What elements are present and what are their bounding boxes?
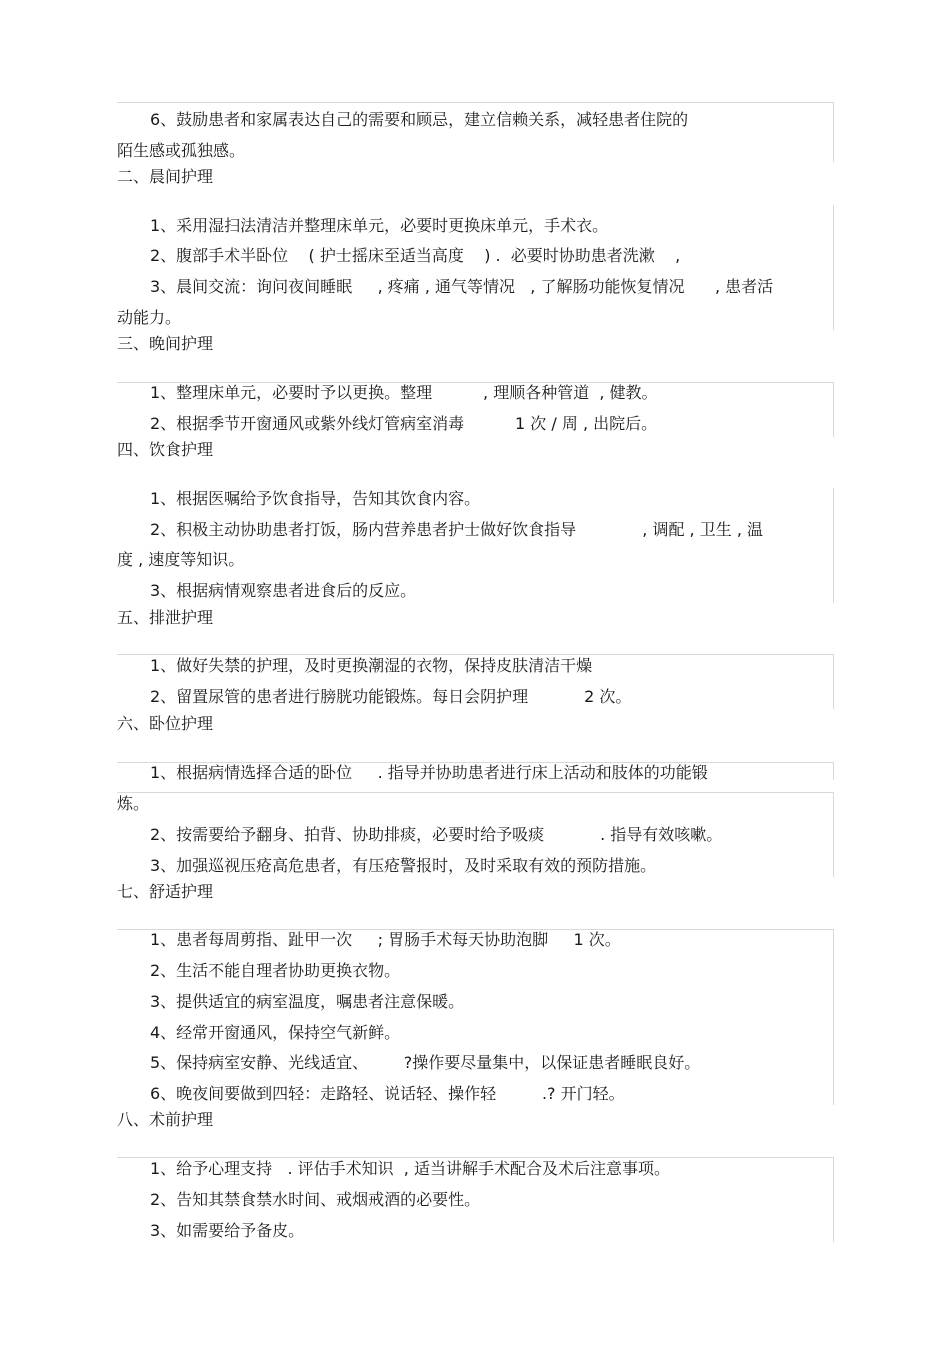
list-item: 6、鼓励患者和家属表达自己的需要和顾忌，建立信赖关系，减轻患者住院的 [150, 110, 689, 129]
border-line [833, 654, 834, 709]
border-line [117, 102, 834, 103]
list-item: 4、经常开窗通风，保持空气新鲜。 [150, 1023, 401, 1042]
list-item-continuation: 度 , 速度等知识。 [117, 550, 245, 569]
section-heading: 二、晨间护理 [117, 167, 214, 186]
border-line [117, 1157, 834, 1158]
list-item: 2、生活不能自理者协助更换衣物。 [150, 961, 401, 980]
list-item: 2、腹部手术半卧位 ( 护士摇床至适当高度 ) . 必要时协助患者洗漱 , [150, 246, 681, 265]
list-item-continuation: 炼。 [117, 794, 150, 813]
list-item: 3、提供适宜的病室温度，嘱患者注意保暖。 [150, 992, 465, 1011]
border-line [833, 102, 834, 162]
border-line [833, 929, 834, 1105]
border-line [833, 488, 834, 603]
list-item-continuation: 动能力。 [117, 308, 182, 327]
list-item: 1、采用湿扫法清洁并整理床单元，必要时更换床单元，手术衣。 [150, 216, 609, 235]
list-item: 2、根据季节开窗通风或紫外线灯管病室消毒 1 次 / 周 , 出院后。 [150, 414, 658, 433]
list-item: 3、根据病情观察患者进食后的反应。 [150, 581, 417, 600]
section-heading: 八、术前护理 [117, 1110, 214, 1129]
section-heading: 三、晚间护理 [117, 334, 214, 353]
section-heading: 七、舒适护理 [117, 882, 214, 901]
list-item: 6、晚夜间要做到四轻：走路轻、说话轻、操作轻 .? 开门轻。 [150, 1084, 625, 1103]
list-item: 2、留置尿管的患者进行膀胱功能锻炼。每日会阴护理 2 次。 [150, 687, 632, 706]
section-heading: 六、卧位护理 [117, 714, 214, 733]
section-heading: 五、排泄护理 [117, 608, 214, 627]
list-item: 3、如需要给予备皮。 [150, 1221, 305, 1240]
list-item: 1、给予心理支持 . 评估手术知识 , 适当讲解手术配合及术后注意事项。 [150, 1159, 670, 1178]
border-line [117, 792, 834, 793]
border-line [117, 654, 834, 655]
border-line [833, 762, 834, 780]
border-line [833, 382, 834, 437]
list-item-continuation: 陌生感或孤独感。 [117, 141, 246, 160]
border-line [833, 792, 834, 877]
section-heading: 四、饮食护理 [117, 440, 214, 459]
list-item: 3、加强巡视压疮高危患者，有压疮警报时，及时采取有效的预防措施。 [150, 856, 657, 875]
list-item: 2、告知其禁食禁水时间、戒烟戒酒的必要性。 [150, 1190, 481, 1209]
list-item: 2、积极主动协助患者打饭，肠内营养患者护士做好饮食指导 , 调配 , 卫生 , 温 [150, 520, 763, 539]
list-item: 1、根据病情选择合适的卧位 . 指导并协助患者进行床上活动和肢体的功能锻 [150, 763, 708, 782]
list-item: 1、整理床单元，必要时予以更换。整理 , 理顺各种管道 , 健教。 [150, 383, 658, 402]
list-item: 2、按需要给予翻身、拍背、协助排痰，必要时给予吸痰 . 指导有效咳嗽。 [150, 825, 723, 844]
border-line [833, 1157, 834, 1242]
list-item: 1、做好失禁的护理，及时更换潮湿的衣物，保持皮肤清洁干燥 [150, 656, 593, 675]
list-item: 3、晨间交流：询问夜间睡眠 , 疼痛 , 通气等情况 , 了解肠功能恢复情况 , 患者活 [150, 277, 774, 296]
list-item: 1、根据医嘱给予饮食指导，告知其饮食内容。 [150, 489, 481, 508]
list-item: 1、患者每周剪指、趾甲一次 ; 胃肠手术每天协助泡脚 1 次。 [150, 930, 621, 949]
border-line [833, 205, 834, 330]
list-item: 5、保持病室安静、光线适宜、 ?操作要尽量集中，以保证患者睡眠良好。 [150, 1053, 701, 1072]
